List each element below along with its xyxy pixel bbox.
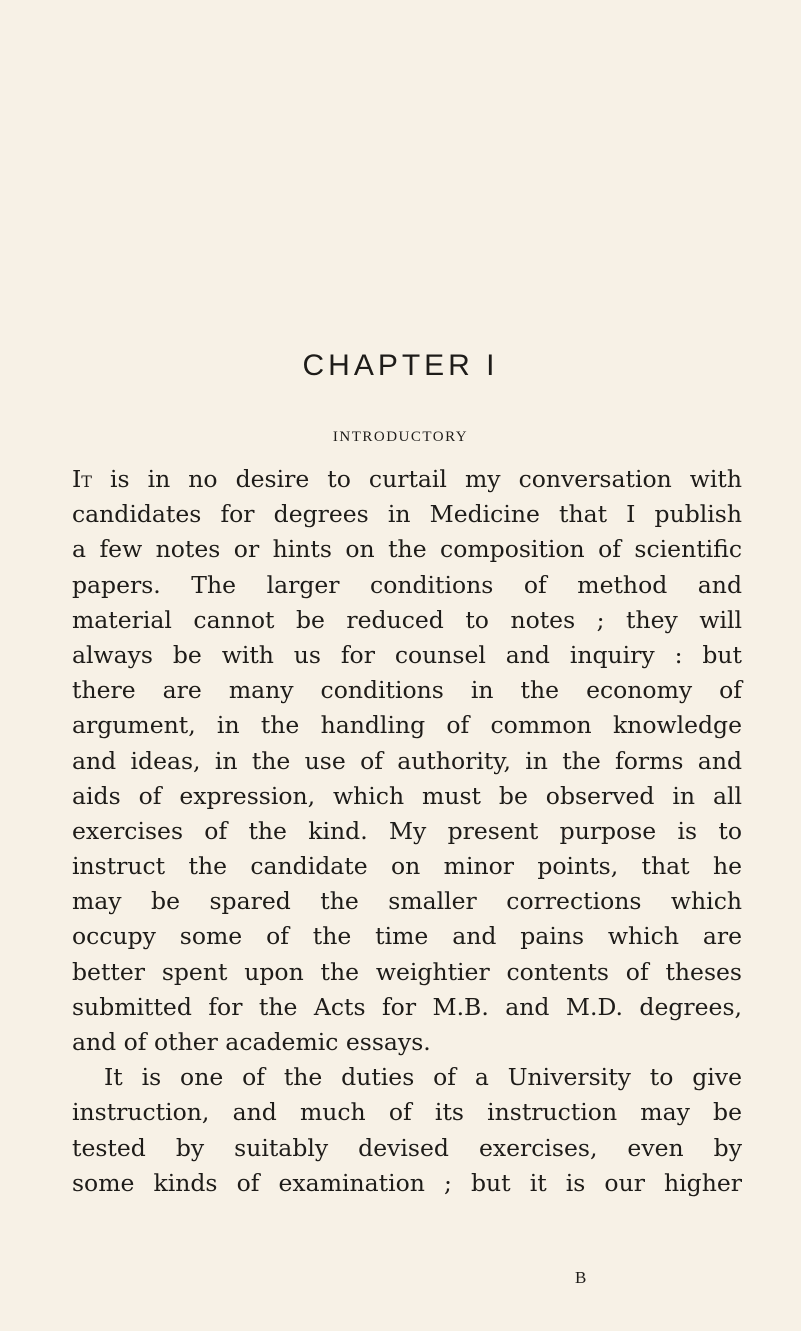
text-line: tested by suitably devised exercises, even by xyxy=(72,1133,742,1162)
text-line: candidates for degrees in Medicine that I publish xyxy=(72,500,742,529)
text-line: material cannot be reduced to notes ; they will xyxy=(72,605,742,634)
text-line: some kinds of examination ; but it is our higher xyxy=(72,1168,742,1197)
text-line: instruct the candidate on minor points, that he xyxy=(72,852,742,881)
text-line: and of other academic essays. xyxy=(72,1028,431,1056)
text-line: submitted for the Acts for M.B. and M.D. degrees, xyxy=(72,992,742,1021)
chapter-subtitle: INTRODUCTORY xyxy=(332,429,469,445)
text-line xyxy=(72,462,742,497)
body-text xyxy=(72,462,742,1201)
text-line: better spent upon the weightier contents of theses xyxy=(72,957,742,986)
text-line: always be with us for counsel and inquiry : but xyxy=(72,640,742,669)
chapter-title: CHAPTER I xyxy=(302,349,499,382)
text-line: papers. The larger conditions of method and xyxy=(72,570,742,599)
text-line: occupy some of the time and pains which are xyxy=(72,922,742,951)
text-line: instruction, and much of its instruction may be xyxy=(72,1098,742,1127)
text-line: argument, in the handling of common knowledge xyxy=(72,711,742,740)
text-line: a few notes or hints on the composition of scientific xyxy=(72,535,742,564)
text-line-content: is in no desire to curtail my conversation with xyxy=(91,465,742,493)
text-line: It is one of the duties of a University to give xyxy=(104,1063,742,1092)
text-line: exercises of the kind. My present purpose is to xyxy=(72,816,742,845)
text-line: and ideas, in the use of authority, in the forms and xyxy=(72,746,742,775)
text-line: may be spared the smaller corrections which xyxy=(72,887,742,916)
text-line: there are many conditions in the economy of xyxy=(72,676,742,705)
text-line: aids of expression, which must be observed in all xyxy=(72,781,742,810)
opening-words: It xyxy=(72,465,92,493)
signature-mark: B xyxy=(575,1268,587,1287)
